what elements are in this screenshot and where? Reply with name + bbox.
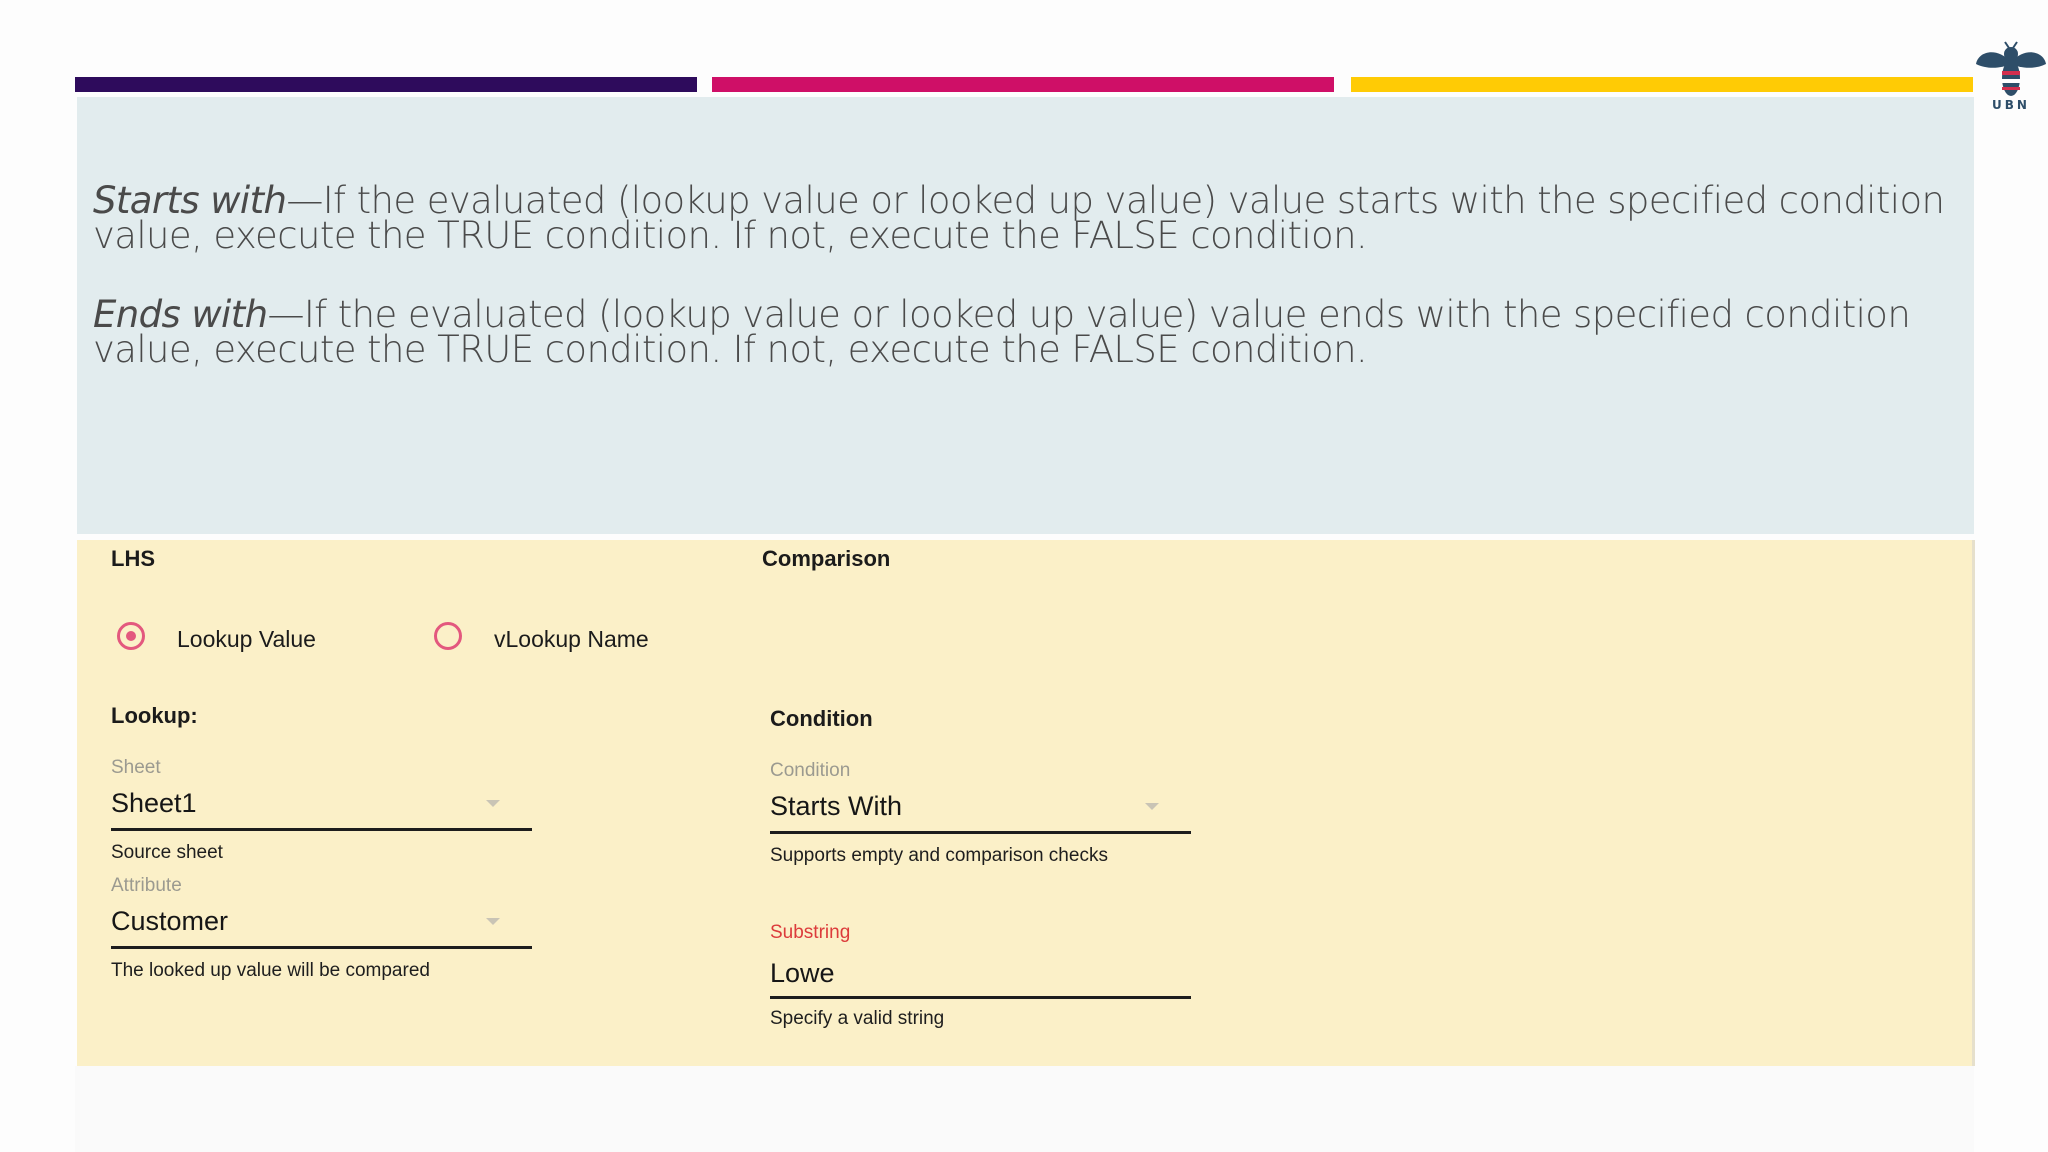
ends-with-dash: — xyxy=(267,293,304,336)
comparison-label: Comparison xyxy=(762,546,891,571)
starts-with-description xyxy=(93,179,1963,257)
attribute-field-label: Attribute xyxy=(111,875,182,896)
attribute-helper-text: The looked up value will be compared xyxy=(111,960,430,981)
starts-with-term: Starts with xyxy=(93,179,287,222)
bee-logo xyxy=(1974,40,2048,116)
logo-text: UBN xyxy=(1992,98,2030,112)
lookup-heading: Lookup: xyxy=(111,703,198,728)
accent-bar-purple xyxy=(75,77,697,92)
substring-field-label: Substring xyxy=(770,922,851,943)
lhs-label: LHS xyxy=(111,546,155,571)
condition-select-underline[interactable] xyxy=(770,831,1191,834)
sheet-dropdown-caret-icon[interactable] xyxy=(486,800,500,807)
accent-bar-pink xyxy=(712,77,1334,92)
sheet-field-label: Sheet xyxy=(111,757,161,778)
ends-with-term: Ends with xyxy=(93,293,268,336)
attribute-dropdown-caret-icon[interactable] xyxy=(486,918,500,925)
substring-input-value[interactable]: Lowe xyxy=(770,958,835,988)
condition-dropdown-caret-icon[interactable] xyxy=(1145,803,1159,810)
radio-vlookup-name-label[interactable]: vLookup Name xyxy=(494,626,649,652)
sheet-select-underline[interactable] xyxy=(111,828,532,831)
bottom-strip xyxy=(75,1066,1974,1152)
accent-bar-yellow xyxy=(1351,77,1973,92)
sheet-select-value[interactable]: Sheet1 xyxy=(111,788,197,818)
sheet-helper-text: Source sheet xyxy=(111,842,223,863)
starts-with-text: If the evaluated (lookup value or looked up value) value starts with the specified condition value, execute the TRUE condition. If not, execute the FALSE condition. xyxy=(93,179,1945,257)
radio-vlookup-name[interactable] xyxy=(434,622,462,650)
ends-with-description xyxy=(93,293,1963,371)
attribute-select-value[interactable]: Customer xyxy=(111,906,229,936)
substring-input-underline[interactable] xyxy=(770,996,1191,999)
starts-with-dash: — xyxy=(286,179,323,222)
condition-heading: Condition xyxy=(770,706,873,731)
condition-form-panel xyxy=(77,540,1975,1066)
attribute-select-underline[interactable] xyxy=(111,946,532,949)
bee-icon xyxy=(1974,40,2048,100)
description-panel xyxy=(77,97,1974,534)
radio-lookup-value-label[interactable]: Lookup Value xyxy=(177,626,316,652)
ends-with-text: If the evaluated (lookup value or looked up value) value ends with the specified condition value, execute the TRUE condition. If not, execute the FALSE condition. xyxy=(93,293,1911,371)
condition-field-label: Condition xyxy=(770,760,851,781)
substring-helper-text: Specify a valid string xyxy=(770,1008,945,1029)
condition-select-value[interactable]: Starts With xyxy=(770,791,903,821)
condition-helper-text: Supports empty and comparison checks xyxy=(770,845,1108,866)
radio-lookup-value[interactable] xyxy=(117,622,145,650)
